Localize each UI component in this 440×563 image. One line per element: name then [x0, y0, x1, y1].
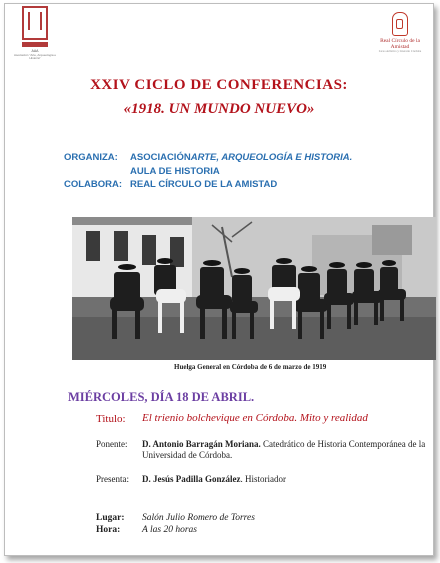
historical-photo [72, 217, 436, 360]
presenta-label: Presenta: [96, 474, 129, 484]
organiza-prefix: ASOCIACIÓN [130, 152, 191, 163]
event-date: MIÉRCOLES, DÍA 18 DE ABRIL. [68, 390, 255, 404]
organiza-line2: AULA DE HISTORIA [130, 165, 220, 177]
logo-right-sub: Liceo Artístico y Literario Córdoba [378, 49, 422, 53]
logo-left-line1: AAA [31, 49, 39, 53]
titulo-label: Titulo: [96, 413, 126, 425]
circulo-logo [371, 12, 429, 53]
colabora-row [64, 178, 352, 192]
organizers-block [64, 151, 352, 192]
organiza-row [64, 151, 352, 165]
logo-bar [22, 42, 48, 47]
photo-illustration [72, 217, 436, 360]
lugar-value: Salón Julio Romero de Torres [142, 513, 255, 523]
colabora-label: COLABORA: [64, 179, 123, 190]
poster-sheet [4, 3, 434, 556]
titulo-value: El trienio bolchevique en Córdoba. Mito y realidad [142, 412, 368, 424]
presenta-desc: . Historiador [240, 474, 286, 484]
ponente-label: Ponente: [96, 439, 128, 449]
hora-value: A las 20 horas [142, 525, 197, 535]
logo-left-line2: Asociación "Arte, Arqueología e Historia" [13, 52, 57, 60]
logo-right-name: Real Círculo de la Amistad [380, 38, 420, 50]
cycle-title: XXIV CICLO DE CONFERENCIAS: [90, 77, 348, 93]
colabora-value: REAL CÍRCULO DE LA AMISTAD [130, 179, 278, 190]
organiza-row-2 [64, 165, 352, 179]
hora-label: Hora: [96, 525, 121, 535]
organiza-label: ORGANIZA: [64, 152, 118, 163]
organiza-italic: ARTE, ARQUEOLOGÍA E HISTORIA. [190, 152, 353, 163]
cycle-subtitle: «1918. UN MUNDO NUEVO» [123, 101, 315, 117]
presenta-name: D. Jesús Padilla González [142, 474, 241, 484]
association-emblem-icon [22, 6, 48, 40]
lugar-label: Lugar: [96, 513, 125, 523]
ponente-name: D. Antonio Barragán Moriana. [142, 439, 261, 449]
presenta-value [142, 474, 440, 485]
photo-caption: Huelga General en Córdoba de 6 de marzo de 1919 [174, 363, 327, 371]
ponente-value [142, 439, 440, 461]
crest-icon [392, 12, 408, 36]
ponente-desc: Catedrático de Historia Contemporánea de la Universidad de Córdoba. [142, 439, 426, 460]
association-logo [13, 6, 57, 60]
